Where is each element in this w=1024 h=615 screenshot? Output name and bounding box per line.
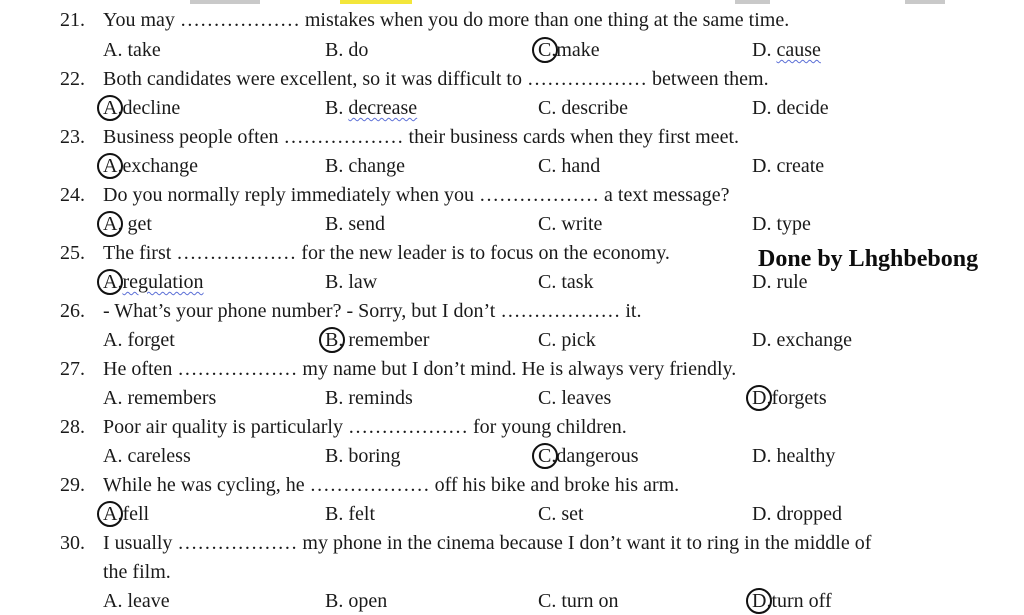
question-text: I usually ……………… my phone in the cinema because I don’t want it to ring in the middle of (103, 532, 872, 554)
question-number: 26. (60, 300, 85, 322)
question-number: 21. (60, 9, 85, 31)
option-c-selected[interactable]: C.make (538, 38, 600, 62)
cropped-mark (190, 0, 260, 4)
highlight-mark (340, 0, 412, 4)
question-text: Do you normally reply immediately when you ……………… a text message? (103, 184, 730, 206)
answer-circle (97, 269, 123, 295)
answer-circle (532, 443, 558, 469)
question-number: 24. (60, 184, 85, 206)
option-d[interactable]: D. decide (752, 97, 829, 119)
question-text: You may ……………… mistakes when you do more than one thing at the same time. (103, 9, 790, 31)
option-b-selected[interactable]: B. remember (325, 328, 429, 352)
option-d[interactable]: D. type (752, 213, 811, 235)
option-a[interactable]: A. leave (103, 590, 170, 612)
option-d[interactable]: D. rule (752, 271, 808, 293)
option-a[interactable]: A. forget (103, 329, 175, 351)
option-d[interactable]: D. exchange (752, 329, 852, 351)
answer-circle (97, 211, 123, 237)
question-number: 25. (60, 242, 85, 264)
answer-circle (746, 588, 772, 614)
option-a[interactable]: A. remembers (103, 387, 217, 409)
option-b[interactable]: B. send (325, 213, 386, 235)
question-number: 22. (60, 68, 85, 90)
option-b[interactable]: B. law (325, 271, 378, 293)
option-a[interactable]: A. careless (103, 445, 191, 467)
question-number: 29. (60, 474, 85, 496)
option-b[interactable]: B. change (325, 155, 405, 177)
option-d[interactable]: D. healthy (752, 445, 836, 467)
answer-circle (746, 385, 772, 411)
option-b[interactable]: B. felt (325, 503, 375, 525)
cropped-mark (735, 0, 770, 4)
answer-circle (319, 327, 345, 353)
credit-watermark: Done by Lhghbebong (758, 246, 979, 272)
answer-circle (532, 37, 558, 63)
answer-circle (97, 153, 123, 179)
option-a-selected[interactable]: A.exchange (103, 154, 198, 178)
question-text-continued: the film. (103, 561, 171, 583)
answer-circle (97, 95, 123, 121)
option-d[interactable]: D. cause (752, 39, 821, 61)
question-number: 27. (60, 358, 85, 380)
question-text: Business people often ……………… their business cards when they first meet. (103, 126, 739, 148)
question-text: - What’s your phone number? - Sorry, but I don’t ……………… it. (103, 300, 642, 322)
question-text: Poor air quality is particularly ……………… for young children. (103, 416, 627, 438)
option-c[interactable]: C. write (538, 213, 603, 235)
answer-circle (97, 501, 123, 527)
option-a-selected[interactable]: A.regulation (103, 270, 204, 294)
question-text: Both candidates were excellent, so it was difficult to ……………… between them. (103, 68, 769, 90)
top-marks (0, 0, 1024, 6)
option-c[interactable]: C. set (538, 503, 584, 525)
option-c[interactable]: C. hand (538, 155, 601, 177)
option-c[interactable]: C. task (538, 271, 594, 293)
option-b[interactable]: B. boring (325, 445, 401, 467)
cropped-mark (905, 0, 945, 4)
option-b[interactable]: B. decrease (325, 97, 418, 119)
option-c[interactable]: C. turn on (538, 590, 619, 612)
option-a-selected[interactable]: A.decline (103, 96, 180, 120)
question-number: 30. (60, 532, 85, 554)
option-a-selected[interactable]: A.fell (103, 502, 149, 526)
option-d[interactable]: D. dropped (752, 503, 842, 525)
option-b[interactable]: B. open (325, 590, 388, 612)
option-a[interactable]: A. take (103, 39, 161, 61)
option-d-selected[interactable]: D.forgets (752, 386, 827, 410)
option-d-selected[interactable]: D.turn off (752, 589, 832, 613)
option-b[interactable]: B. reminds (325, 387, 413, 409)
question-number: 28. (60, 416, 85, 438)
question-text: He often ……………… my name but I don’t mind. He is always very friendly. (103, 358, 737, 380)
option-c[interactable]: C. describe (538, 97, 628, 119)
option-c-selected[interactable]: C.dangerous (538, 444, 639, 468)
option-b[interactable]: B. do (325, 39, 369, 61)
option-d[interactable]: D. create (752, 155, 825, 177)
question-text: The first ……………… for the new leader is to focus on the economy. (103, 242, 670, 264)
option-c[interactable]: C. pick (538, 329, 596, 351)
option-a-selected[interactable]: A. get (103, 212, 152, 236)
question-number: 23. (60, 126, 85, 148)
option-c[interactable]: C. leaves (538, 387, 612, 409)
question-text: While he was cycling, he ……………… off his bike and broke his arm. (103, 474, 680, 496)
